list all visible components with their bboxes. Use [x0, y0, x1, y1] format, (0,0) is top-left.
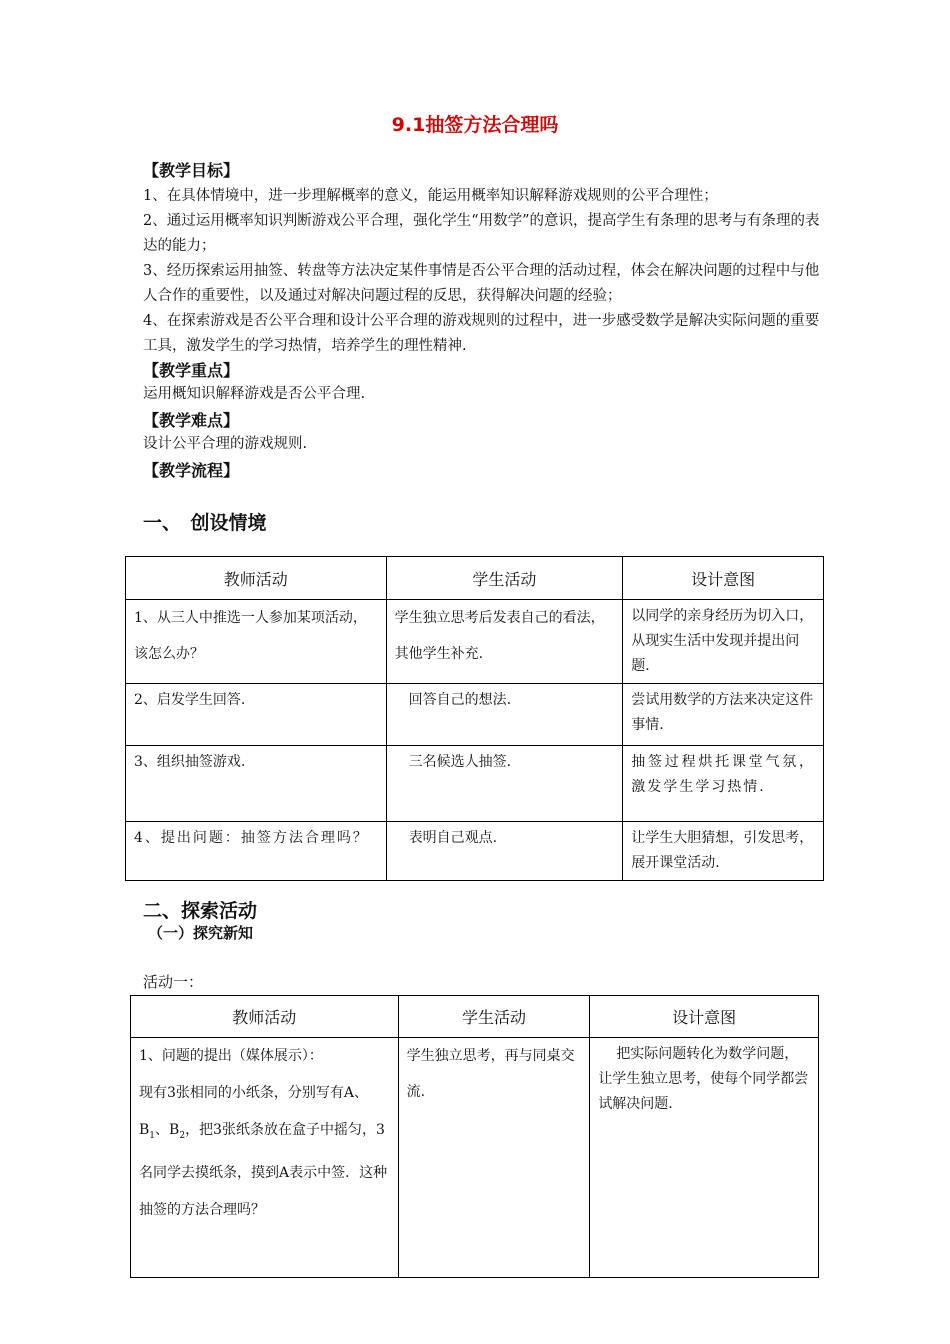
table-row [126, 600, 824, 684]
difficulty-text: 设计公平合理的游戏规则. [143, 436, 308, 452]
question-text-part-2: ，把3张纸条放在盒子中摇匀，3名同学去摸纸条，摸到A表示中签．这种抽签的方法合理吗？ [139, 1122, 388, 1218]
section-1-heading: 一、 创设情境 [143, 512, 267, 534]
subscript: 1 [149, 1130, 156, 1141]
column-header: 学生活动 [398, 996, 590, 1038]
teacher-activity [131, 1038, 398, 1233]
column-header: 学生活动 [386, 557, 623, 600]
student-activity: 学生独立思考后发表自己的看法，其他学生补充. [394, 610, 605, 662]
column-header: 教师活动 [126, 557, 387, 600]
objective-item: 4、在探索游戏是否公平合理和设计公平合理的游戏规则的过程中，进一步感受数学是解决实际问题的重要工具，激发学生的学习热情，培养学生的理性精神. [143, 313, 820, 354]
section-2-heading: 二、探索活动 [143, 900, 258, 922]
objective-item: 3、经历探索运用抽签、转盘等方法决定某件事情是否公平合理的活动过程，体会在解决问题的过程中与他人合作的重要性，以及通过对解决问题过程的反思，获得解决问题的经验； [143, 263, 820, 304]
table-row [126, 684, 824, 746]
activity-table [130, 995, 819, 1278]
separator: 、B [155, 1122, 180, 1138]
situation-table [125, 556, 824, 881]
column-header: 设计意图 [623, 557, 824, 600]
subsection-heading: （一）探究新知 [148, 924, 254, 942]
table-row [126, 746, 824, 822]
key-point-heading: 【教学重点】 [143, 361, 240, 380]
table-row [126, 822, 824, 881]
teacher-activity: 3、组织抽签游戏. [134, 754, 246, 770]
objective-item: 2、通过运用概率知识判断游戏公平合理，强化学生“用数学”的意识，提高学生有条理的思考与有条理的表达的能力； [143, 213, 820, 254]
objectives-heading: 【教学目标】 [143, 161, 240, 180]
question-text [139, 1075, 390, 1229]
student-activity: 学生独立思考，再与同桌交流. [406, 1048, 575, 1100]
design-intent: 抽签过程烘托课堂气氛，激发学生学习热情. [631, 754, 815, 795]
process-heading: 【教学流程】 [143, 461, 240, 480]
student-activity: 回答自己的想法. [408, 692, 512, 708]
student-activity: 表明自己观点. [408, 830, 498, 846]
design-intent: 以同学的亲身经历为切入口，从现实生活中发现并提出问题. [631, 608, 814, 674]
design-intent: 把实际问题转化为数学问题，让学生独立思考，使每个同学都尝试解决问题. [598, 1046, 809, 1112]
column-header: 设计意图 [590, 996, 819, 1038]
student-activity: 三名候选人抽签. [408, 754, 512, 770]
teacher-activity: 2、启发学生回答. [134, 692, 246, 708]
subscript: 2 [179, 1130, 186, 1141]
page-title: 9.1抽签方法合理吗 [391, 114, 559, 136]
teacher-activity: 1、从三人中推选一人参加某项活动，该怎么办？ [134, 610, 367, 662]
design-intent: 让学生大胆猜想，引发思考，展开课堂活动. [631, 830, 814, 871]
table-row [131, 1038, 819, 1278]
column-header: 教师活动 [131, 996, 399, 1038]
teacher-activity: 4、提出问题：抽签方法合理吗？ [134, 830, 369, 846]
objectives-list [143, 184, 823, 359]
activity-label: 活动一： [143, 973, 204, 991]
objective-item: 1、在具体情境中，进一步理解概率的意义，能运用概率知识解释游戏规则的公平合理性； [143, 188, 718, 204]
design-intent: 尝试用数学的方法来决定这件事情. [631, 692, 814, 733]
difficulty-heading: 【教学难点】 [143, 411, 240, 430]
question-text-part-1: 现有3张相同的小纸条，分别写有A、B [139, 1085, 369, 1138]
question-title: 1、问题的提出（媒体展示）： [139, 1048, 323, 1064]
key-point-text: 运用概知识解释游戏是否公平合理. [143, 386, 366, 402]
